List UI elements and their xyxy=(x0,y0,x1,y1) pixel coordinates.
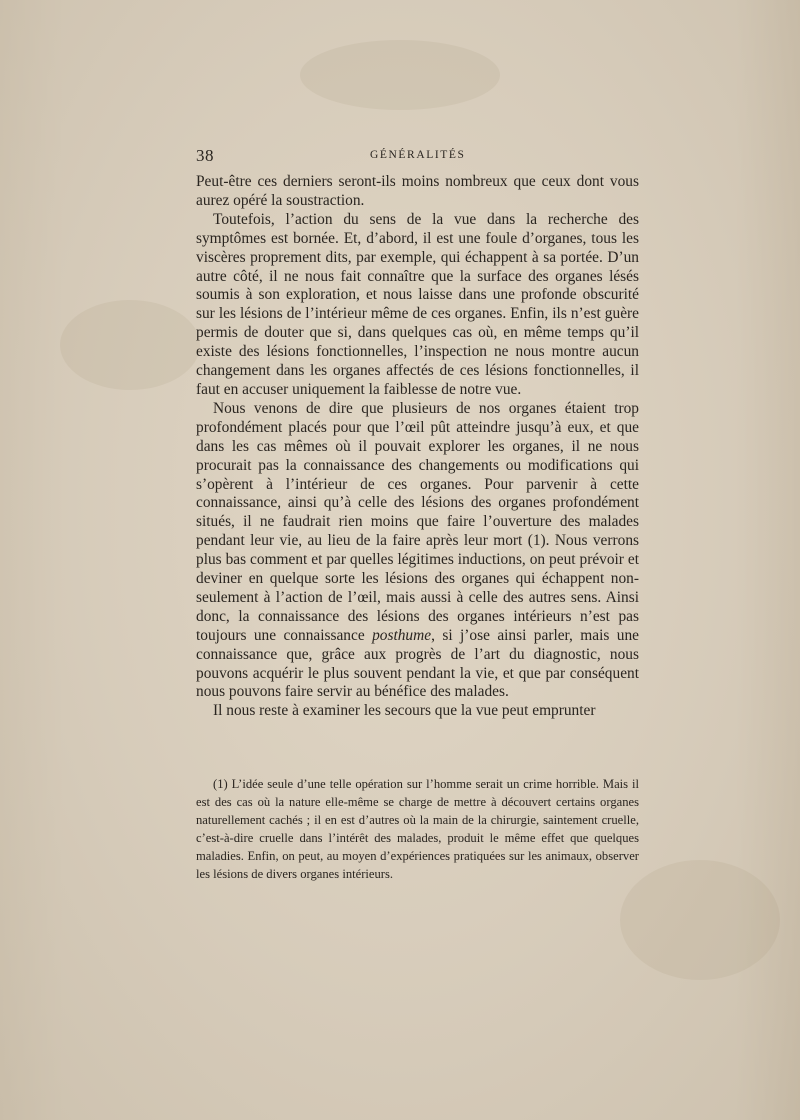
running-title: GÉNÉRALITÉS xyxy=(370,149,466,161)
paragraph-text: , si j’ose ainsi parler, mais une connaissance que, grâce aux progrès de l’art du diagnostic, nous pouvons acquérir le plus souvent pendant la vie, et que par conséquent nous pouvons faire servir au bénéfice des malades. xyxy=(196,626,640,701)
paragraph: Toutefois, l’action du sens de la vue dans la recherche des symptômes est bornée. Et, d’abord, il est une foule d’organes, tous les viscères proprement dits, par exemple, qui échappent à sa portée. D’un autre côté, il ne nous fait connaître que la surface des organes lésés soumis à son exploration, et nous laisse dans une profonde obscurité sur les lésions de l’intérieur même de ces organes. Enfin, ils n’est guère permis de douter que si, dans quelques cas où, en même temps qu’il existe des lésions fonctionnelles, l’inspection ne nous montre aucun changement dans les organes affectés de ces lésions fonctionnelles, il faut en accuser uniquement la faiblesse de notre vue. xyxy=(196,210,639,398)
paper-stain xyxy=(620,860,780,980)
italic-term: posthume xyxy=(372,626,432,644)
paper-stain xyxy=(60,300,200,390)
paragraph: Peut-être ces derniers seront-ils moins nombreux que ceux dont vous aurez opéré la soustraction. xyxy=(196,173,639,209)
paragraph-text: Nous venons de dire que plusieurs de nos organes étaient trop profondément placés pour que l’œil pût atteindre jusqu’à eux, et que dans les cas mêmes où il pouvait explorer les organes, il ne nous procurait pas la connaissance des changements ou modifications qui s’opèrent à l’intérieur de ces organes. Pour parvenir à cette connaissance, ainsi qu’à celle des lésions des organes profondément situés, il ne faudrait rien moins que faire l’ouverture des malades pendant leur vie, au lieu de la faire après leur mort (1). Nous verrons plus bas comment et par quelles légitimes inductions, on peut prévoir et deviner en quelque sorte les lésions des organes qui échappent non-seulement à l’action de l’œil, mais aussi à celle des autres sens. Ainsi donc, la connaissance des lésions des organes intérieurs n’est pas toujours une connaissance xyxy=(196,399,639,644)
footnote xyxy=(196,775,639,884)
footnote-text: (1) L’idée seule d’une telle opération sur l’homme serait un crime horrible. Mais il est des cas où la nature elle-même se charge de mettre à découvert certains organes naturellement cachés ; il en est d’autres où la main de la chirurgie, saintement cruelle, c’est-à-dire cruelle dans l’intérêt des malades, produit le même effet que quelques maladies. Enfin, on peut, au moyen d’expériences pratiquées sur les animaux, observer les lésions de divers organes intérieurs. xyxy=(196,777,639,882)
paper-stain xyxy=(300,40,500,110)
paragraph: Il nous reste à examiner les secours que la vue peut emprunter xyxy=(213,702,596,720)
running-head xyxy=(196,146,638,168)
page-number: 38 xyxy=(196,146,214,165)
main-text xyxy=(196,173,639,721)
paragraph xyxy=(196,400,639,703)
